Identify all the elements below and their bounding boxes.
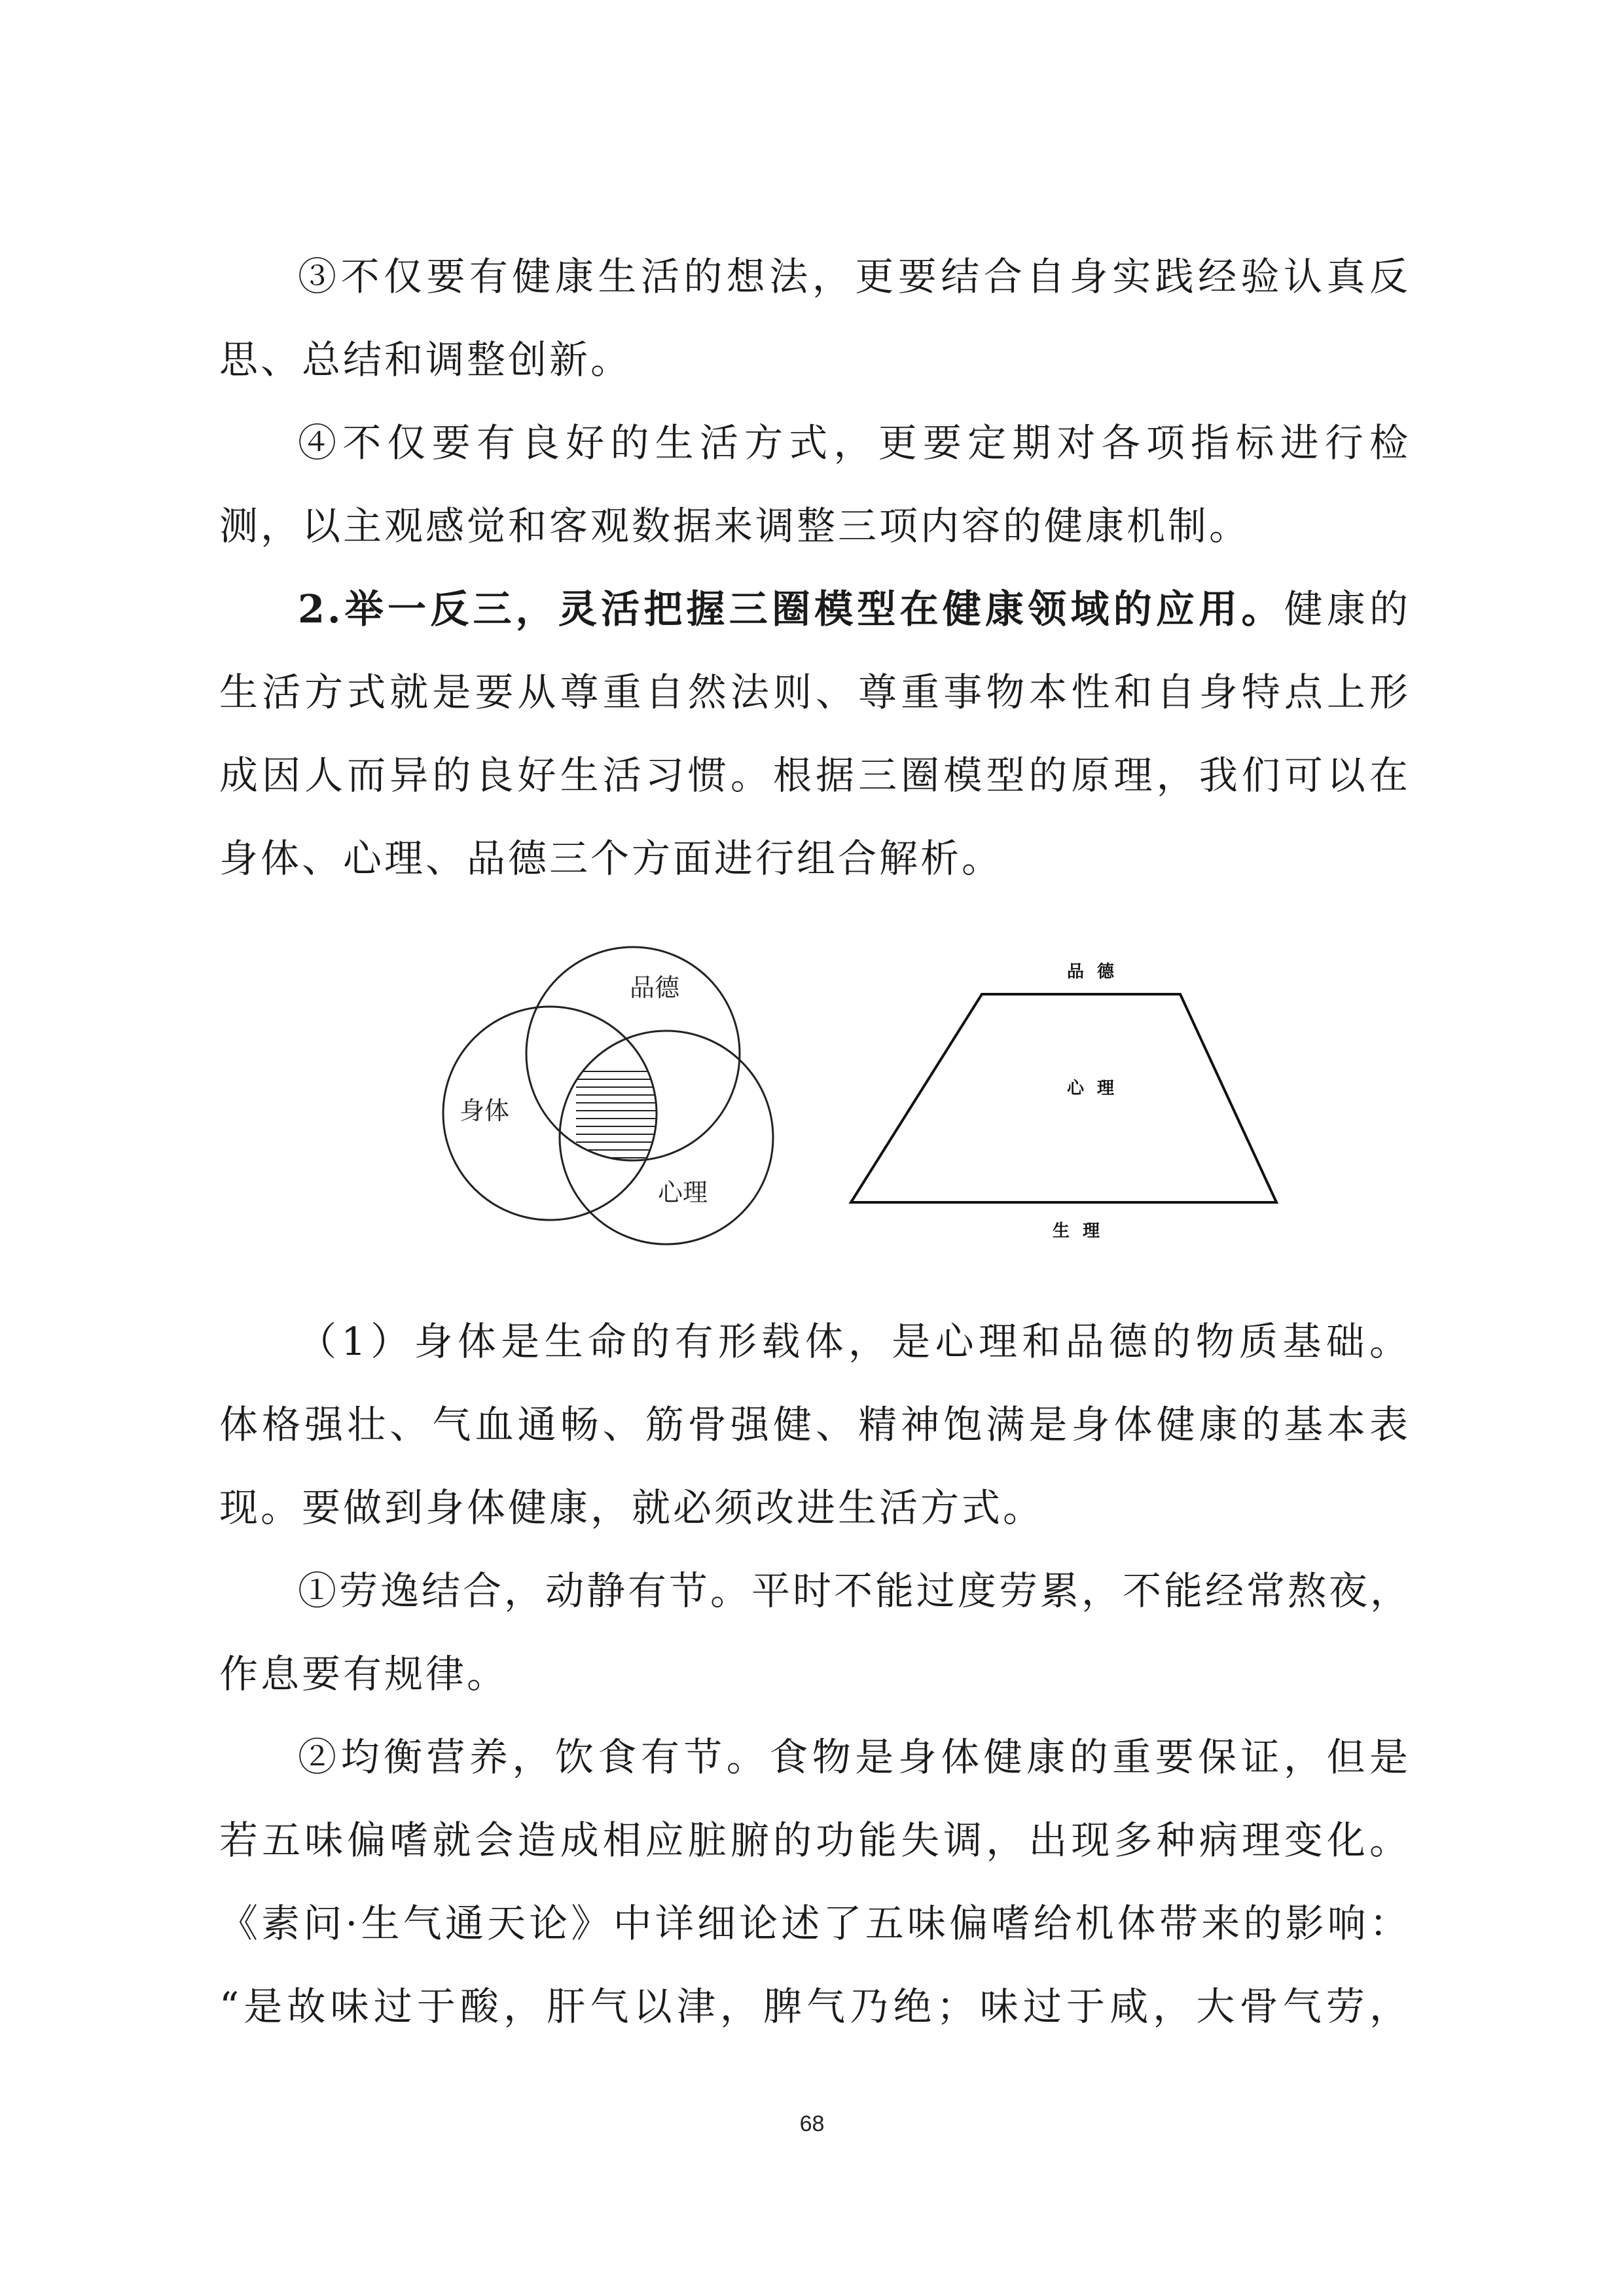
paragraph-body-line-1: （1）身体是生命的有形载体，是心理和品德的物质基础。 — [298, 1319, 1411, 1364]
trapezoid-label-morality: 品德 — [1067, 962, 1128, 982]
venn-label-psychology: 心理 — [657, 1178, 708, 1207]
intersection-hatching — [576, 1071, 694, 1158]
trapezoid-label-psychology: 心理 — [1067, 1079, 1128, 1098]
venn-diagram — [443, 947, 773, 1244]
paragraph-body-line-2: 体格强壮、气血通畅、筋骨强健、精神饱满是身体健康的基本表 — [219, 1402, 1411, 1447]
figure-svg — [327, 920, 1309, 1273]
three-circle-model-figure — [327, 920, 1309, 1273]
section-2-heading: 2.举一反三，灵活把握三圈模型在健康领域的应用。 — [298, 586, 1284, 632]
paragraph-4-line-2: 测，以主观感觉和客观数据来调整三项内容的健康机制。 — [219, 503, 1251, 548]
trapezoid-shape — [851, 994, 1276, 1202]
paragraph-diet-line-3: 《素问·生气通天论》中详细论述了五味偏嗜给机体带来的影响： — [219, 1901, 1411, 1946]
paragraph-body-line-3: 现。要做到身体健康，就必须改进生活方式。 — [219, 1485, 1045, 1530]
section-2-first-line — [298, 583, 1411, 636]
paragraph-diet-line-4: “是故味过于酸，肝气以津，脾气乃绝；味过于咸，大骨气劳， — [219, 1984, 1411, 2029]
section-2-first-line-rest: 健康的 — [1284, 586, 1411, 632]
paragraph-rest-line-1: ①劳逸结合，动静有节。平时不能过度劳累，不能经常熬夜， — [298, 1568, 1412, 1613]
paragraph-diet-line-2: 若五味偏嗜就会造成相应脏腑的功能失调，出现多种病理变化。 — [219, 1818, 1411, 1863]
paragraph-3-line-2: 思、总结和调整创新。 — [219, 337, 632, 382]
paragraph-3-line-1: ③不仅要有健康生活的想法，更要结合自身实践经验认真反 — [298, 254, 1411, 299]
section-2-line-3: 成因人而异的良好生活习惯。根据三圈模型的原理，我们可以在 — [219, 753, 1411, 798]
section-2-line-2: 生活方式就是要从尊重自然法则、尊重事物本性和自身特点上形 — [219, 670, 1411, 715]
paragraph-diet-line-1: ②均衡营养，饮食有节。食物是身体健康的重要保证，但是 — [298, 1734, 1411, 1780]
page-number: 68 — [799, 2111, 825, 2136]
section-2-line-4: 身体、心理、品德三个方面进行组合解析。 — [219, 836, 1003, 881]
venn-label-morality: 品德 — [629, 973, 680, 1002]
trapezoid-label-physiology: 生理 — [1053, 1221, 1113, 1241]
paragraph-4-line-1: ④不仅要有良好的生活方式，更要定期对各项指标进行检 — [298, 420, 1411, 465]
paragraph-rest-line-2: 作息要有规律。 — [219, 1651, 509, 1696]
venn-label-body: 身体 — [459, 1096, 510, 1125]
trapezoid-diagram — [851, 962, 1276, 1241]
